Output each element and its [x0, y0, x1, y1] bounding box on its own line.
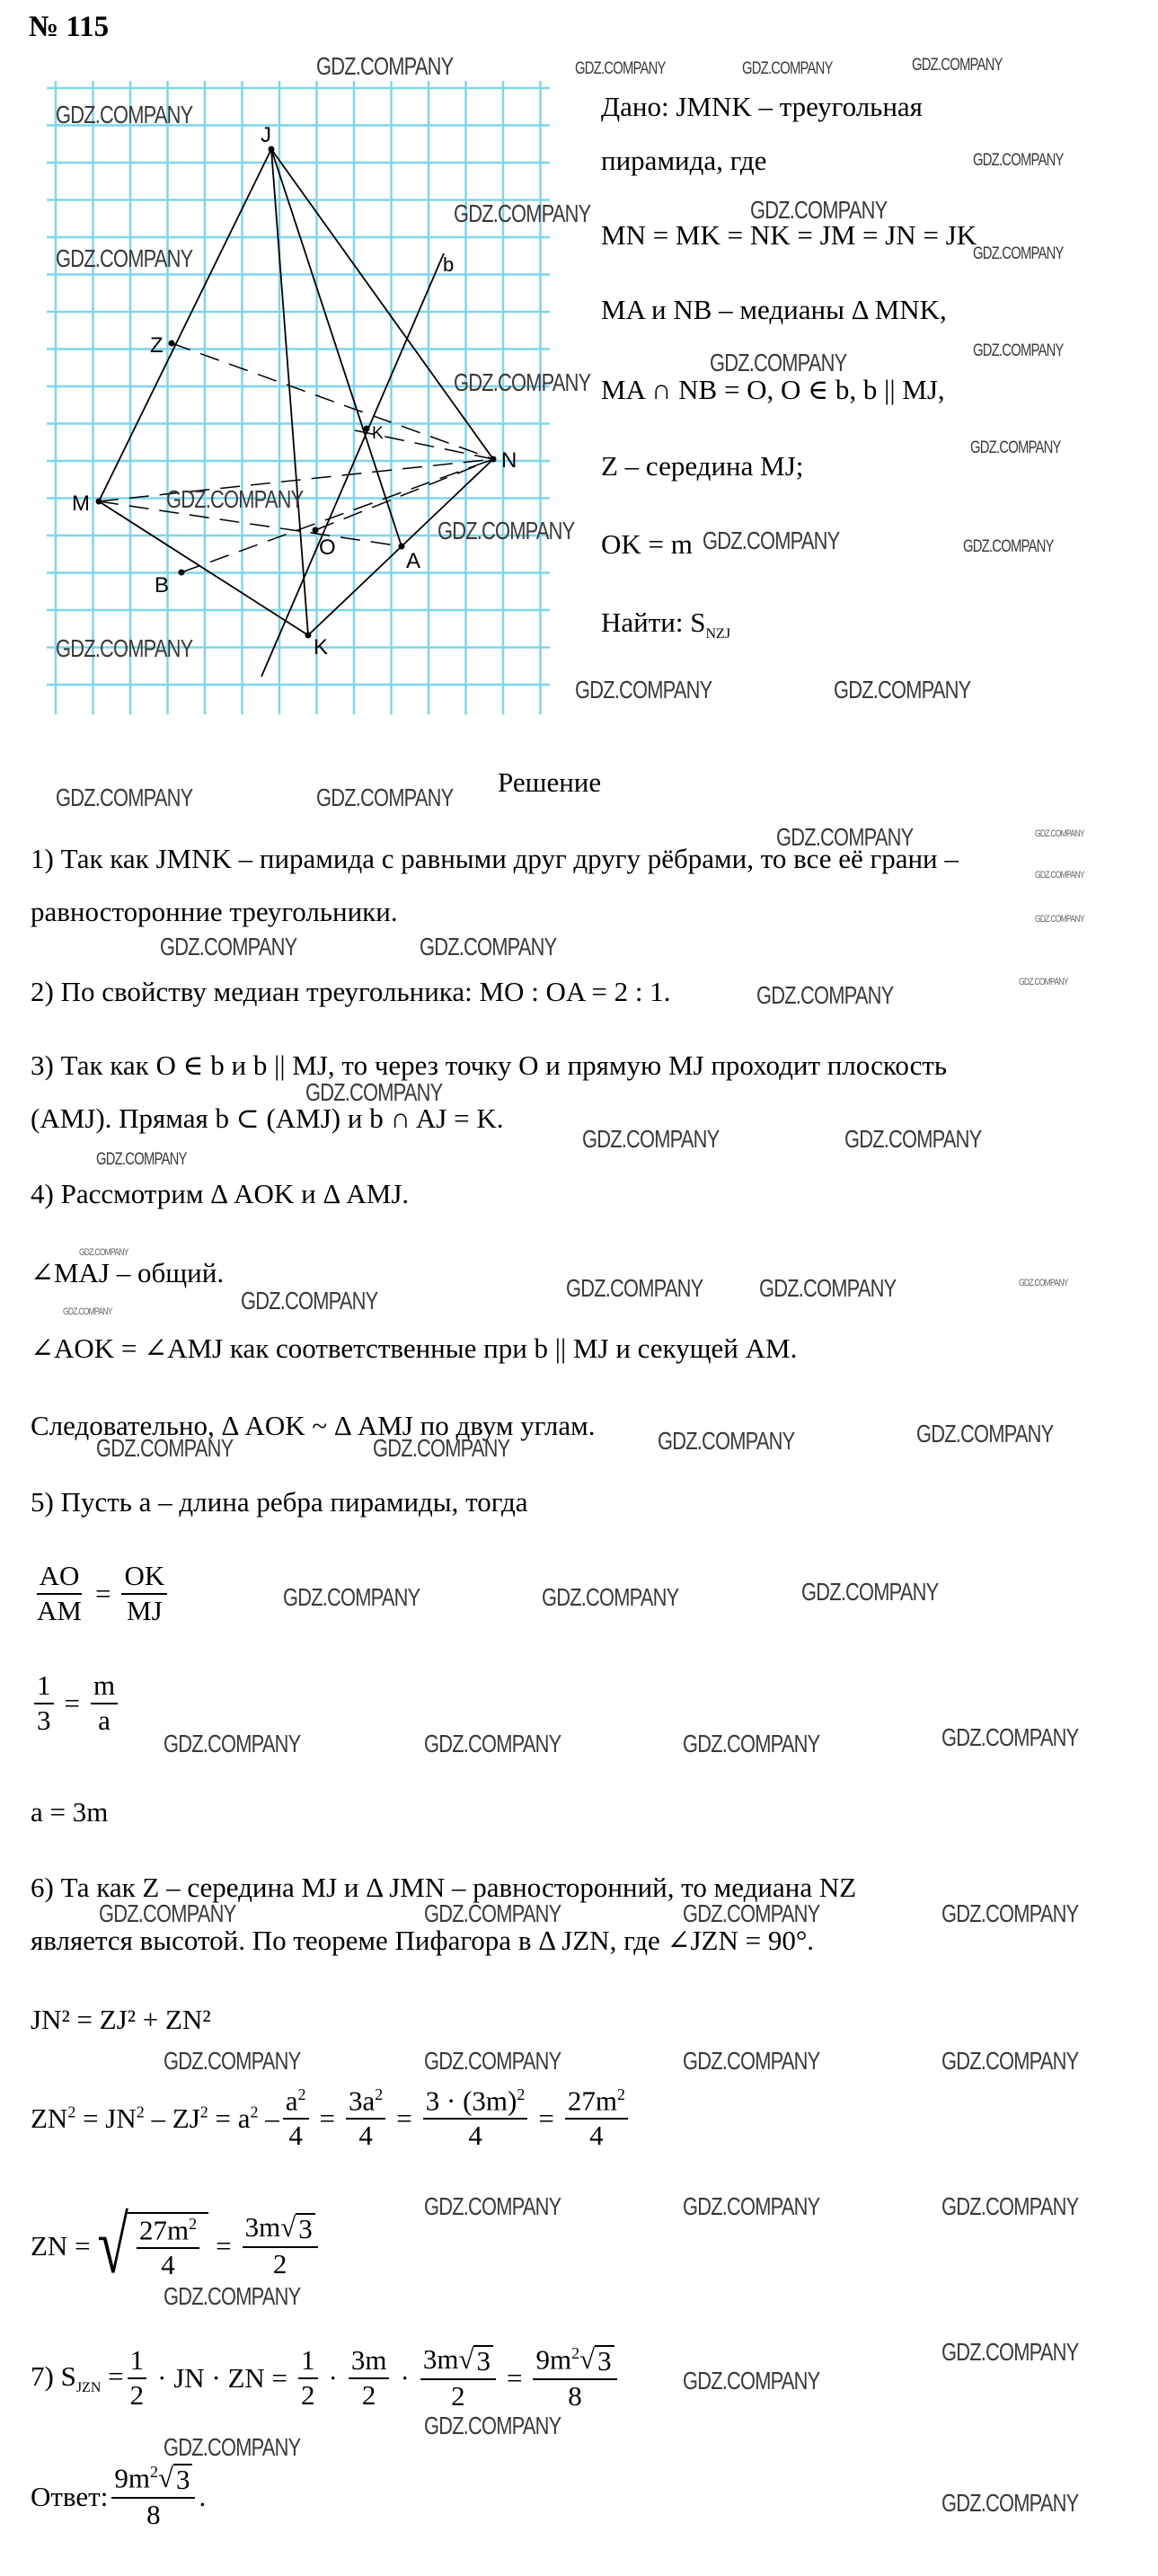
watermark: GDZ.COMPANY — [96, 1434, 234, 1462]
watermark: GDZ.COMPANY — [801, 1578, 939, 1606]
watermark: GDZ.COMPANY — [683, 1730, 820, 1757]
watermark: GDZ.COMPANY — [438, 517, 575, 544]
watermark: GDZ.COMPANY — [941, 2047, 1079, 2075]
pythagoras-equation: JN² = ZJ² + ZN² — [31, 2004, 211, 2035]
step-6b: является высотой. По теореме Пифагора в Δ JZN, где ∠JZN = 90°. — [31, 1925, 815, 1956]
zn-squared-equation: $ZN^2 = JN^2 - ZJ^2 = a^2$ – $\frac{a^2}{4}$ = $\frac{3a^2}{4}$ = $\frac{3 \cdot (3m)^2}{4}$ = $\frac{27m^2}{4}$ — [31, 2086, 632, 2150]
watermark: GDZ.COMPANY — [160, 933, 297, 960]
label-A: A — [406, 549, 421, 573]
watermark: GDZ.COMPANY — [316, 783, 454, 811]
watermark: GDZ.COMPANY — [844, 1125, 982, 1153]
problem-number: № 115 — [29, 11, 110, 43]
watermark: GDZ.COMPANY — [973, 151, 1064, 170]
watermark: GDZ.COMPANY — [973, 244, 1064, 263]
watermark: GDZ.COMPANY — [424, 1899, 561, 1927]
watermark: GDZ.COMPANY — [63, 1306, 112, 1317]
watermark: GDZ.COMPANY — [424, 1730, 561, 1757]
points — [96, 146, 497, 639]
area-equation: 7) $S_{JZN}$ = $\frac{1}{2}$ · JN · ZN = $\frac{1}{2}$ · $\frac{3m}{2}$ · 3m√ 3 2 = $9m^2√$ 3 8 — [31, 2345, 621, 2411]
watermark: GDZ.COMPANY — [164, 2433, 301, 2461]
watermark: GDZ.COMPANY — [566, 1274, 703, 1302]
label-N: N — [501, 448, 517, 473]
watermark: GDZ.COMPANY — [750, 196, 888, 224]
watermark: GDZ.COMPANY — [776, 823, 914, 851]
label-M: M — [72, 491, 90, 516]
step-3a: 3) Так как O ∈ b и b || MJ, то через точку O и прямую MJ проходит плоскость — [31, 1049, 948, 1081]
watermark: GDZ.COMPANY — [166, 485, 304, 513]
given-line-4: MA и NB – медианы Δ MNK, — [601, 294, 947, 325]
label-b: b — [443, 253, 455, 276]
watermark: GDZ.COMPANY — [683, 2367, 820, 2395]
label-K: K — [314, 635, 329, 659]
given-line-7: OK = m — [601, 528, 693, 560]
watermark: GDZ.COMPANY — [710, 349, 847, 376]
watermark: GDZ.COMPANY — [305, 1078, 443, 1106]
watermark: GDZ.COMPANY — [241, 1287, 378, 1315]
watermark: GDZ.COMPANY — [941, 1899, 1079, 1927]
watermark: GDZ.COMPANY — [99, 1899, 236, 1927]
step-3b: (AMJ). Прямая b ⊂ (AMJ) и b ∩ AJ = K. — [31, 1102, 504, 1134]
watermark: GDZ.COMPANY — [56, 244, 193, 272]
step-5: 5) Пусть a – длина ребра пирамиды, тогда — [31, 1486, 528, 1518]
step-4c: Следовательно, Δ AOK ~ Δ AMJ по двум углам. — [31, 1410, 596, 1441]
watermark: GDZ.COMPANY — [683, 1899, 820, 1927]
watermark: GDZ.COMPANY — [424, 2192, 561, 2220]
watermark: GDZ.COMPANY — [683, 2192, 820, 2220]
watermark: GDZ.COMPANY — [941, 2192, 1079, 2220]
watermark: GDZ.COMPANY — [542, 1583, 679, 1611]
watermark: GDZ.COMPANY — [56, 783, 193, 811]
watermark: GDZ.COMPANY — [916, 1420, 1054, 1447]
label-J: J — [261, 123, 271, 147]
given-line-1: Дано: JMNK – треугольная — [601, 91, 923, 122]
watermark: GDZ.COMPANY — [582, 1125, 720, 1153]
step-4: 4) Рассмотрим Δ AOK и Δ AMJ. — [31, 1178, 410, 1209]
watermark: GDZ.COMPANY — [454, 199, 591, 227]
watermark: GDZ.COMPANY — [941, 2489, 1079, 2517]
label-B: B — [155, 573, 170, 598]
pyramid-figure — [47, 81, 550, 714]
watermark: GDZ.COMPANY — [373, 1434, 510, 1462]
solution-heading: Решение — [498, 766, 602, 798]
given-line-3: MN = MK = NK = JM = JN = JK — [601, 219, 977, 251]
watermark: GDZ.COMPANY — [424, 2047, 561, 2075]
watermark: GDZ.COMPANY — [756, 981, 894, 1009]
watermark: GDZ.COMPANY — [1035, 870, 1084, 881]
watermark: GDZ.COMPANY — [164, 1730, 301, 1757]
step-6a: 6) Та как Z – середина MJ и Δ JMN – равносторонний, то медиана NZ — [31, 1872, 857, 1903]
ratio-value-equation: $\frac{1}{3}$ = $\frac{m}{a}$ — [31, 1671, 121, 1735]
watermark: GDZ.COMPANY — [658, 1427, 795, 1455]
step-1a: 1) Так как JMNK – пирамида с равными друг другу рёбрами, то все её грани – — [31, 843, 959, 874]
watermark: GDZ.COMPANY — [742, 59, 833, 78]
given-line-2: пирамида, где — [601, 145, 767, 176]
step-1b: равносторонние треугольники. — [31, 896, 398, 927]
answer: Ответ: $9m^2√$ 3 8 . — [31, 2462, 207, 2530]
watermark: GDZ.COMPANY — [683, 2047, 820, 2075]
watermark: GDZ.COMPANY — [420, 933, 557, 960]
watermark: GDZ.COMPANY — [941, 2338, 1079, 2366]
zn-equation: ZN = √ $\frac{27m^2}{4}$ = 3m√ 3 2 — [31, 2206, 322, 2287]
watermark: GDZ.COMPANY — [941, 1723, 1079, 1751]
watermark: GDZ.COMPANY — [56, 634, 193, 662]
label-k: K — [372, 424, 384, 443]
watermark: GDZ.COMPANY — [970, 438, 1061, 457]
edge-result: a = 3m — [31, 1796, 109, 1828]
label-O: O — [319, 536, 336, 560]
watermark: GDZ.COMPANY — [79, 1247, 128, 1258]
watermark: GDZ.COMPANY — [1035, 914, 1084, 925]
watermark: GDZ.COMPANY — [316, 52, 454, 80]
watermark: GDZ.COMPANY — [164, 2282, 301, 2310]
watermark: GDZ.COMPANY — [575, 59, 666, 78]
label-Z: Z — [150, 333, 164, 358]
step-4b: ∠AOK = ∠AMJ как соответственные при b || MJ и секущей AM. — [31, 1332, 798, 1364]
given-find: Найти: $S_{NZJ}$ — [601, 606, 731, 642]
watermark: GDZ.COMPANY — [424, 2412, 561, 2439]
watermark: GDZ.COMPANY — [56, 101, 193, 128]
watermark: GDZ.COMPANY — [1019, 1278, 1068, 1288]
watermark: GDZ.COMPANY — [283, 1583, 420, 1611]
watermark: GDZ.COMPANY — [973, 341, 1064, 360]
step-4a: ∠MAJ – общий. — [31, 1257, 225, 1288]
given-line-6: Z – середина MJ; — [601, 450, 804, 482]
watermark: GDZ.COMPANY — [703, 527, 840, 554]
watermark: GDZ.COMPANY — [834, 676, 971, 704]
grid-lines — [47, 81, 550, 714]
step-2: 2) По свойству медиан треугольника: MO : OA = 2 : 1. — [31, 976, 671, 1007]
watermark: GDZ.COMPANY — [164, 2047, 301, 2075]
given-line-5: MA ∩ NB = O, O ∈ b, b || MJ, — [601, 374, 945, 405]
watermark: GDZ.COMPANY — [96, 1150, 187, 1169]
watermark: GDZ.COMPANY — [912, 56, 1003, 75]
watermark: GDZ.COMPANY — [963, 537, 1054, 556]
watermark: GDZ.COMPANY — [1035, 828, 1084, 839]
watermark: GDZ.COMPANY — [575, 676, 712, 704]
watermark: GDZ.COMPANY — [454, 368, 591, 396]
watermark: GDZ.COMPANY — [1019, 977, 1068, 987]
watermark: GDZ.COMPANY — [759, 1274, 897, 1302]
ratio-equation: $\frac{AO}{AM}$ = $\frac{OK}{MJ}$ — [31, 1562, 171, 1625]
